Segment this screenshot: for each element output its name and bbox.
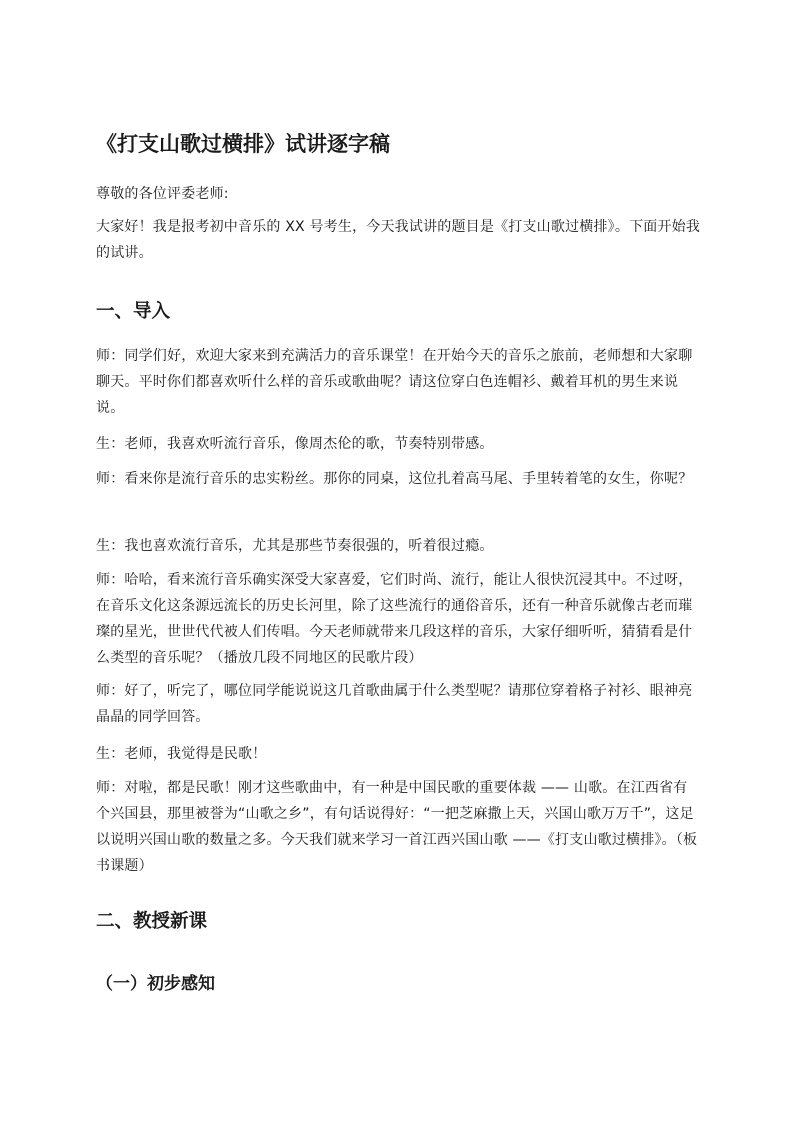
section-heading-new-lesson: 二、教授新课 [96, 911, 208, 932]
dialogue-paragraph: 生：我也喜欢流行音乐，尤其是那些节奏很强的，听着很过瘾。 [96, 538, 494, 554]
dialogue-paragraph: 师：同学们好，欢迎大家来到充满活力的音乐课堂！在开始今天的音乐之旅前，老师想和大家聊聊天。平时你们都喜欢听什么样的音乐或歌曲呢？请这位穿白色连帽衫、戴着耳机的男生来说说。 [96, 348, 693, 416]
dialogue-paragraph: 师：对啦，都是民歌！刚才这些歌曲中，有一种是中国民歌的重要体裁 —— 山歌。在江西省有个兴国县，那里被誉为“山歌之乡”，有句话说得好：“一把芝麻撒上天，兴国山歌万万千”，这足以说明兴国山歌的数量之多。今天我们就来学习一首江西兴国山歌 ——《打支山歌过横排》。（板书课题） [96, 780, 698, 874]
dialogue-paragraph: 生：老师，我喜欢听流行音乐，像周杰伦的歌，节奏特别带感。 [96, 436, 494, 452]
dialogue-paragraph: 生：老师，我觉得是民歌！ [96, 746, 267, 762]
dialogue-paragraph: 师：哈哈，看来流行音乐确实深受大家喜爱，它们时尚、流行，能让人很快沉浸其中。不过呀，在音乐文化这条源远流长的历史长河里，除了这些流行的通俗音乐，还有一种音乐就像古老而璀璨的星光，世世代代被人们传唱。今天老师就带来几段这样的音乐，大家仔细听听，猜猜看是什么类型的音乐呢？（播放几段不同地区的民歌片段） [96, 572, 693, 666]
dialogue-paragraph: 师：好了，听完了，哪位同学能说说这几首歌曲属于什么类型呢？请那位穿着格子衬衫、眼神亮晶晶的同学回答。 [96, 683, 693, 725]
intro-paragraph: 大家好！我是报考初中音乐的 XX 号考生，今天我试讲的题目是《打支山歌过横排》。下面开始我的试讲。 [96, 219, 701, 261]
dialogue-paragraph: 师：看来你是流行音乐的忠实粉丝。那你的同桌，这位扎着高马尾、手里转着笔的女生，你呢？ [96, 471, 693, 487]
document-title: 《打支山歌过横排》试讲逐字稿 [96, 132, 390, 156]
section-heading-intro: 一、导入 [96, 301, 171, 322]
subsection-heading-initial-perception: （一）初步感知 [96, 974, 215, 994]
greeting-paragraph: 尊敬的各位评委老师: [96, 186, 229, 202]
